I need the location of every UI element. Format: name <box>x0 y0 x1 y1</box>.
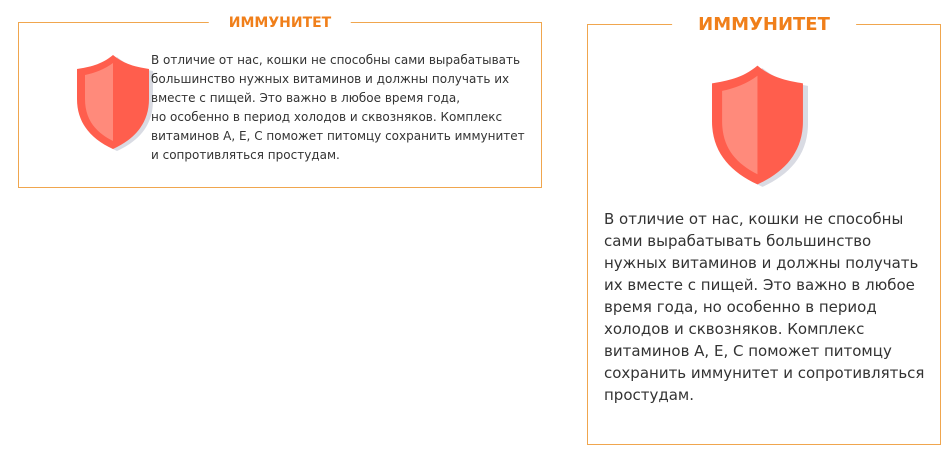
text-line: холодов и сквозняков. Комплекс <box>604 320 865 338</box>
text-line: но особенно в период холодов и сквозняков. Комплекс <box>151 110 503 124</box>
text-line: сохранить иммунитет и сопротивляться <box>604 364 925 382</box>
card-title: ИММУНИТЕТ <box>209 13 351 33</box>
text-line: витаминов А, Е, С поможет питомцу сохранить иммунитет <box>151 129 525 143</box>
text-line: их вместе с пищей. Это важно в любое <box>604 276 915 294</box>
text-line: нужных витаминов и должны получать <box>604 254 919 272</box>
immunity-card-small <box>18 15 542 188</box>
text-line: большинство нужных витаминов и должны получать их <box>151 72 510 86</box>
text-line: сами вырабатывать большинство <box>604 232 872 250</box>
text-line: В отличие от нас, кошки не способны <box>604 210 904 228</box>
text-line: простудам. <box>604 386 695 404</box>
shield-icon <box>77 53 153 151</box>
card-description <box>151 51 531 165</box>
shield-icon <box>712 63 808 187</box>
text-line: витаминов А, Е, С поможет питомцу <box>604 342 892 360</box>
text-line: В отличие от нас, кошки не способны сами вырабатывать <box>151 53 521 67</box>
text-line: и сопротивляться простудам. <box>151 148 340 162</box>
text-line: время года, но особенно в период <box>604 298 877 316</box>
card-description <box>604 208 934 406</box>
immunity-card-large <box>587 14 941 445</box>
text-line: вместе с пищей. Это важно в любое время года, <box>151 91 461 105</box>
card-title: ИММУНИТЕТ <box>672 15 856 35</box>
